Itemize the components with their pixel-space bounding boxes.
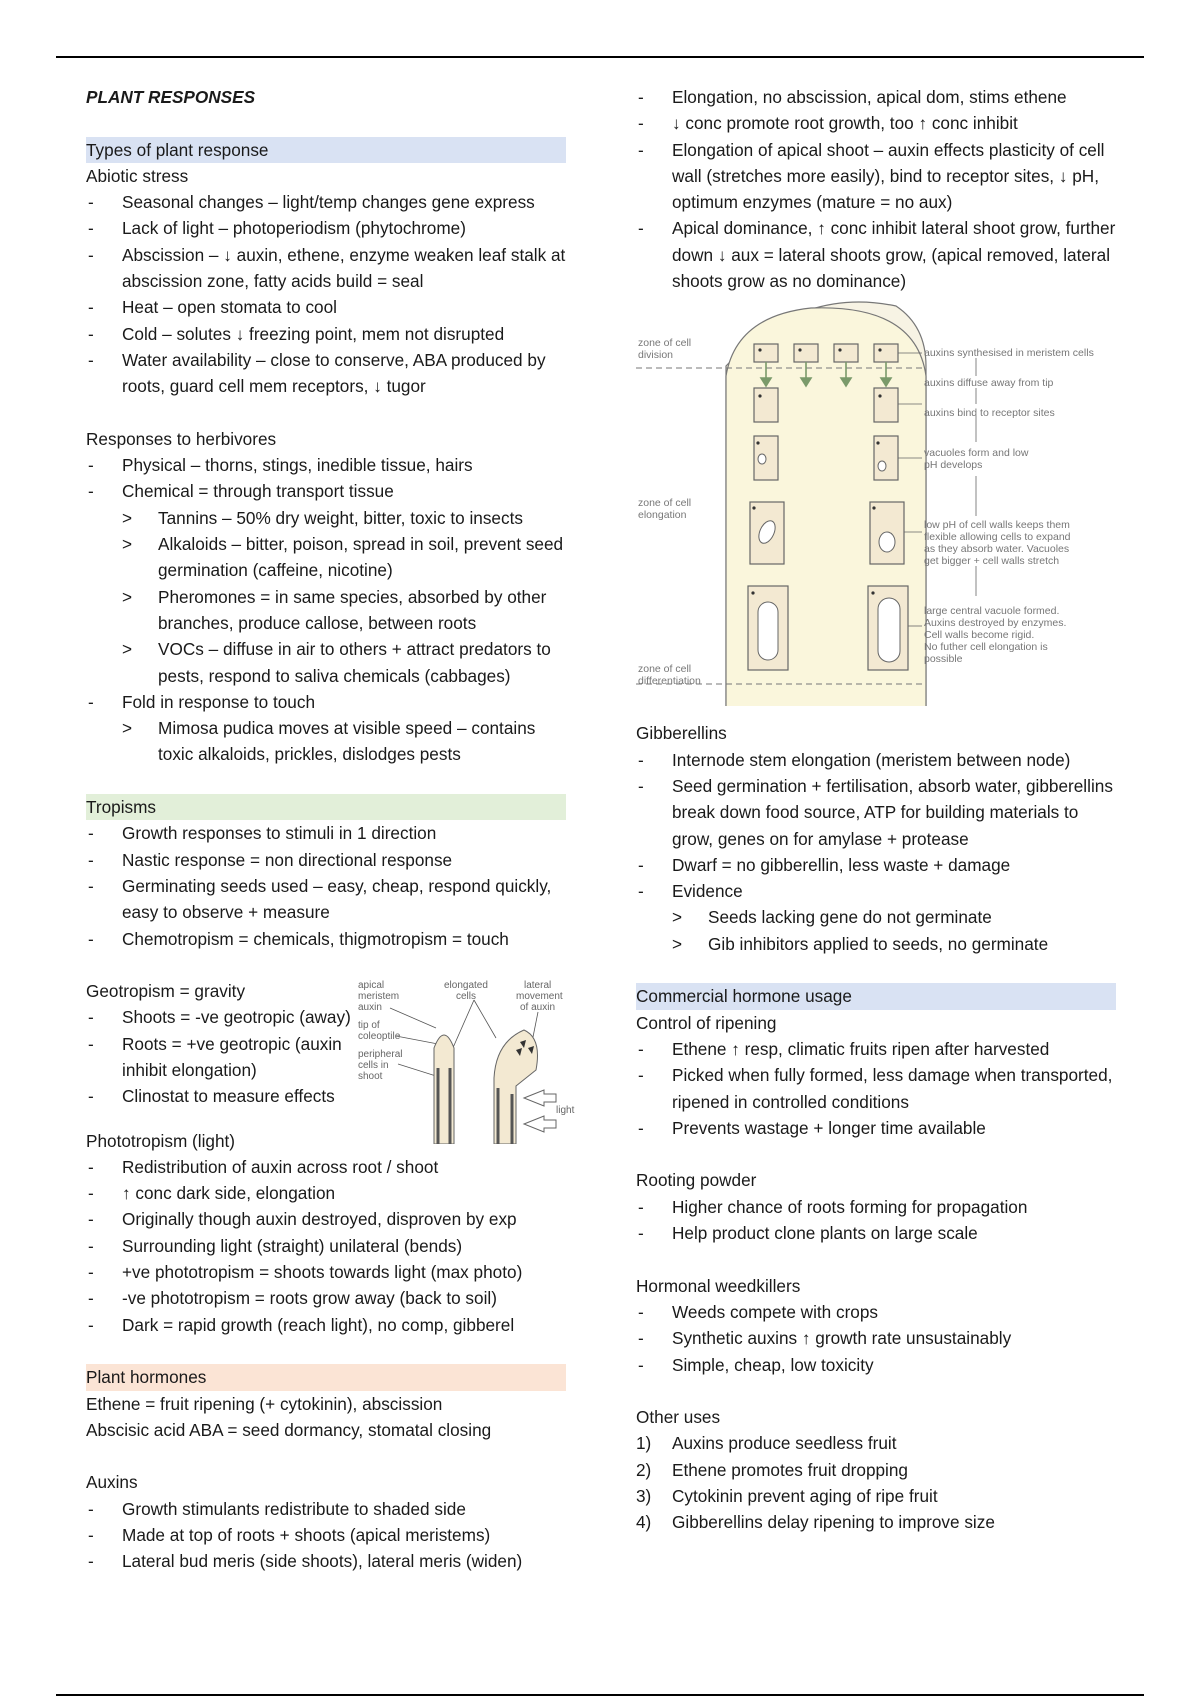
sub-list-item: > VOCs – diffuse in air to others + attract predators to pests, respond to saliva chemicals (cabbages) xyxy=(86,636,566,689)
list-item: - Cold – solutes ↓ freezing point, mem not disrupted xyxy=(86,321,566,347)
list-item: - ↑ conc dark side, elongation xyxy=(86,1180,566,1206)
fig1-label: cells in xyxy=(358,1060,389,1072)
list-item: - Nastic response = non directional response xyxy=(86,847,566,873)
list-item: - Physical – thorns, stings, inedible tissue, hairs xyxy=(86,452,566,478)
list-item: - Seasonal changes – light/temp changes gene express xyxy=(86,189,566,215)
list-item: - Seed germination + fertilisation, absorb water, gibberellins break down food source, ATP for building materials to grow, genes on for amylase + protease xyxy=(636,773,1116,852)
subheading-phototropism: Phototropism (light) xyxy=(86,1130,236,1151)
subheading-herbivores: Responses to herbivores xyxy=(86,428,277,449)
fig1-label: tip of xyxy=(358,1020,380,1032)
sub-list-item: > Gib inhibitors applied to seeds, no germinate xyxy=(636,931,1116,957)
subheading-gibberellins: Gibberellins xyxy=(636,723,727,744)
list-item: - Weeds compete with crops xyxy=(636,1299,1116,1325)
item-text: Gibberellins delay ripening to improve size xyxy=(672,1512,995,1533)
list-item: - -ve phototropism = roots grow away (back to soil) xyxy=(86,1285,566,1311)
list-item: - Redistribution of auxin across root / shoot xyxy=(86,1154,566,1180)
fig2-label: zone of cell xyxy=(638,337,692,350)
list-item: - Shoots = -ve geotropic (away) xyxy=(86,1004,376,1030)
fig1-label: light xyxy=(556,1105,575,1117)
list-item: - Chemotropism = chemicals, thigmotropism = touch xyxy=(86,926,566,952)
hormone-line: Ethene = fruit ripening (+ cytokinin), abscission xyxy=(86,1393,443,1414)
list-item: - Synthetic auxins ↑ growth rate unsustainably xyxy=(636,1325,1116,1351)
list-item: - Elongation, no abscission, apical dom, stims ethene xyxy=(636,84,1116,110)
item-number: 4) xyxy=(636,1512,652,1533)
section-header-tropisms: Tropisms xyxy=(86,794,566,820)
fig2-label: auxins diffuse away from tip xyxy=(924,377,1054,390)
list-item: - Clinostat to measure effects xyxy=(86,1083,376,1109)
list-item: - Roots = +ve geotropic (auxin inhibit elongation) xyxy=(86,1031,376,1084)
fig1-label: movement xyxy=(516,991,563,1003)
list-item: - Dwarf = no gibberellin, less waste + damage xyxy=(636,852,1116,878)
list-item: - Higher chance of roots forming for propagation xyxy=(636,1194,1116,1220)
right-column xyxy=(636,84,1116,1536)
list-item: - Growth responses to stimuli in 1 direction xyxy=(86,820,566,846)
list-item: - Help product clone plants on large scale xyxy=(636,1220,1116,1246)
item-number: 2) xyxy=(636,1459,652,1480)
fig1-label: elongated xyxy=(444,980,488,992)
list-item: - ↓ conc promote root growth, too ↑ conc inhibit xyxy=(636,110,1116,136)
list-item: - Abscission – ↓ auxin, ethene, enzyme weaken leaf stalk at abscission zone, fatty acids build = seal xyxy=(86,242,566,295)
list-item: - Ethene ↑ resp, climatic fruits ripen after harvested xyxy=(636,1036,1116,1062)
list-item: - Originally though auxin destroyed, disproven by exp xyxy=(86,1206,566,1232)
list-item: - Water availability – close to conserve, ABA produced by roots, guard cell mem receptors, ↓ tugor xyxy=(86,347,566,400)
fig2-label: flexible allowing cells to expand xyxy=(924,531,1071,544)
fig2-label: auxins synthesised in meristem cells xyxy=(924,347,1094,360)
item-number: 1) xyxy=(636,1433,652,1454)
subheading-geotropism: Geotropism = gravity xyxy=(86,981,246,1002)
list-item: - Made at top of roots + shoots (apical meristems) xyxy=(86,1522,566,1548)
fig1-label: cells xyxy=(456,991,477,1003)
numbered-item xyxy=(636,1509,1116,1535)
list-item: - Prevents wastage + longer time available xyxy=(636,1115,1116,1141)
list-item: - Lack of light – photoperiodism (phytochrome) xyxy=(86,215,566,241)
fig2-label: auxins bind to receptor sites xyxy=(924,407,1055,420)
fig2-label: vacuoles form and low xyxy=(924,447,1029,460)
fig2-label: as they absorb water. Vacuoles xyxy=(924,543,1070,556)
geotropism-block xyxy=(86,978,575,1117)
fig1-label: shoot xyxy=(358,1071,383,1083)
item-text: Cytokinin prevent aging of ripe fruit xyxy=(672,1485,938,1506)
subheading-other-uses: Other uses xyxy=(636,1407,721,1428)
left-column xyxy=(86,84,575,1575)
sub-list-item: > Tannins – 50% dry weight, bitter, toxic to insects xyxy=(86,505,566,531)
fig1-label: apical xyxy=(358,980,385,992)
item-text: Ethene promotes fruit dropping xyxy=(672,1459,908,1480)
fig1-label: peripheral xyxy=(358,1049,403,1061)
list-item: - Growth stimulants redistribute to shaded side xyxy=(86,1496,566,1522)
list-item: - Lateral bud meris (side shoots), lateral meris (widen) xyxy=(86,1548,566,1574)
sub-list-item: > Seeds lacking gene do not germinate xyxy=(636,904,1116,930)
fig2-label: elongation xyxy=(638,509,687,522)
fig1-label: coleoptile xyxy=(358,1031,401,1043)
numbered-item xyxy=(636,1430,1116,1456)
hormone-line: Abscisic acid ABA = seed dormancy, stomatal closing xyxy=(86,1419,492,1440)
fig1-label: of auxin xyxy=(520,1002,556,1014)
list-item: - Elongation of apical shoot – auxin effects plasticity of cell wall (stretches more easily), bind to receptor sites, ↓ pH, optimum enzymes (mature = no aux) xyxy=(636,137,1116,216)
fig1-label: auxin xyxy=(358,1002,382,1014)
fig2-label: pH develops xyxy=(924,459,983,472)
sub-list-item: > Mimosa pudica moves at visible speed – contains toxic alkaloids, prickles, dislodges pests xyxy=(86,715,566,768)
item-text: Auxins produce seedless fruit xyxy=(672,1433,897,1454)
coleoptile-figure xyxy=(356,978,576,1144)
item-number: 3) xyxy=(636,1485,652,1506)
section-header-hormones: Plant hormones xyxy=(86,1364,566,1390)
fig2-label: possible xyxy=(924,653,963,666)
fig2-label: low pH of cell walls keeps them xyxy=(924,519,1070,532)
subheading-abiotic: Abiotic stress xyxy=(86,165,189,186)
numbered-item xyxy=(636,1483,1116,1509)
page-title: PLANT RESPONSES xyxy=(86,87,256,107)
subheading-rooting: Rooting powder xyxy=(636,1170,757,1191)
fig2-label: No futher cell elongation is xyxy=(924,641,1048,654)
sub-list-item: > Pheromones = in same species, absorbed by other branches, produce callose, between roots xyxy=(86,584,566,637)
sub-list-item: > Alkaloids – bitter, poison, spread in soil, prevent seed germination (caffeine, nicotine) xyxy=(86,531,566,584)
list-item: - +ve phototropism = shoots towards light (max photo) xyxy=(86,1259,566,1285)
bottom-rule xyxy=(56,1694,1144,1696)
list-item: - Evidence xyxy=(636,878,1116,904)
subheading-weedkillers: Hormonal weedkillers xyxy=(636,1275,801,1296)
list-item: - Chemical = through transport tissue xyxy=(86,478,566,504)
fig1-label: lateral xyxy=(524,980,552,992)
fig2-label: differentiation xyxy=(638,675,701,688)
list-item: - Dark = rapid growth (reach light), no comp, gibberel xyxy=(86,1312,566,1338)
subheading-auxins: Auxins xyxy=(86,1472,138,1493)
list-item: - Surrounding light (straight) unilateral (bends) xyxy=(86,1233,566,1259)
fig2-label: Auxins destroyed by enzymes. xyxy=(924,617,1067,630)
list-item: - Picked when fully formed, less damage when transported, ripened in controlled conditions xyxy=(636,1062,1116,1115)
fig2-label: large central vacuole formed. xyxy=(924,605,1060,618)
fig2-label: zone of cell xyxy=(638,497,692,510)
list-item: - Germinating seeds used – easy, cheap, respond quickly, easy to observe + measure xyxy=(86,873,566,926)
top-rule xyxy=(56,56,1144,58)
fig2-label: division xyxy=(638,349,674,362)
list-item: - Fold in response to touch xyxy=(86,689,566,715)
list-item: - Heat – open stomata to cool xyxy=(86,294,566,320)
list-item: - Apical dominance, ↑ conc inhibit lateral shoot grow, further down ↓ aux = lateral shoots grow, (apical removed, lateral shoots grow as no dominance) xyxy=(636,215,1116,294)
cell-elongation-figure xyxy=(626,296,1146,716)
list-item: - Internode stem elongation (meristem between node) xyxy=(636,747,1116,773)
fig2-label: get bigger + cell walls stretch xyxy=(924,555,1060,568)
section-header-types: Types of plant response xyxy=(86,137,566,163)
section-header-commercial: Commercial hormone usage xyxy=(636,983,1116,1009)
numbered-item xyxy=(636,1457,1116,1483)
subheading-ripening: Control of ripening xyxy=(636,1012,777,1033)
fig1-label: meristem xyxy=(358,991,400,1003)
fig2-label: Cell walls become rigid. xyxy=(924,629,1035,642)
fig2-label: zone of cell xyxy=(638,663,692,676)
list-item: - Simple, cheap, low toxicity xyxy=(636,1352,1116,1378)
